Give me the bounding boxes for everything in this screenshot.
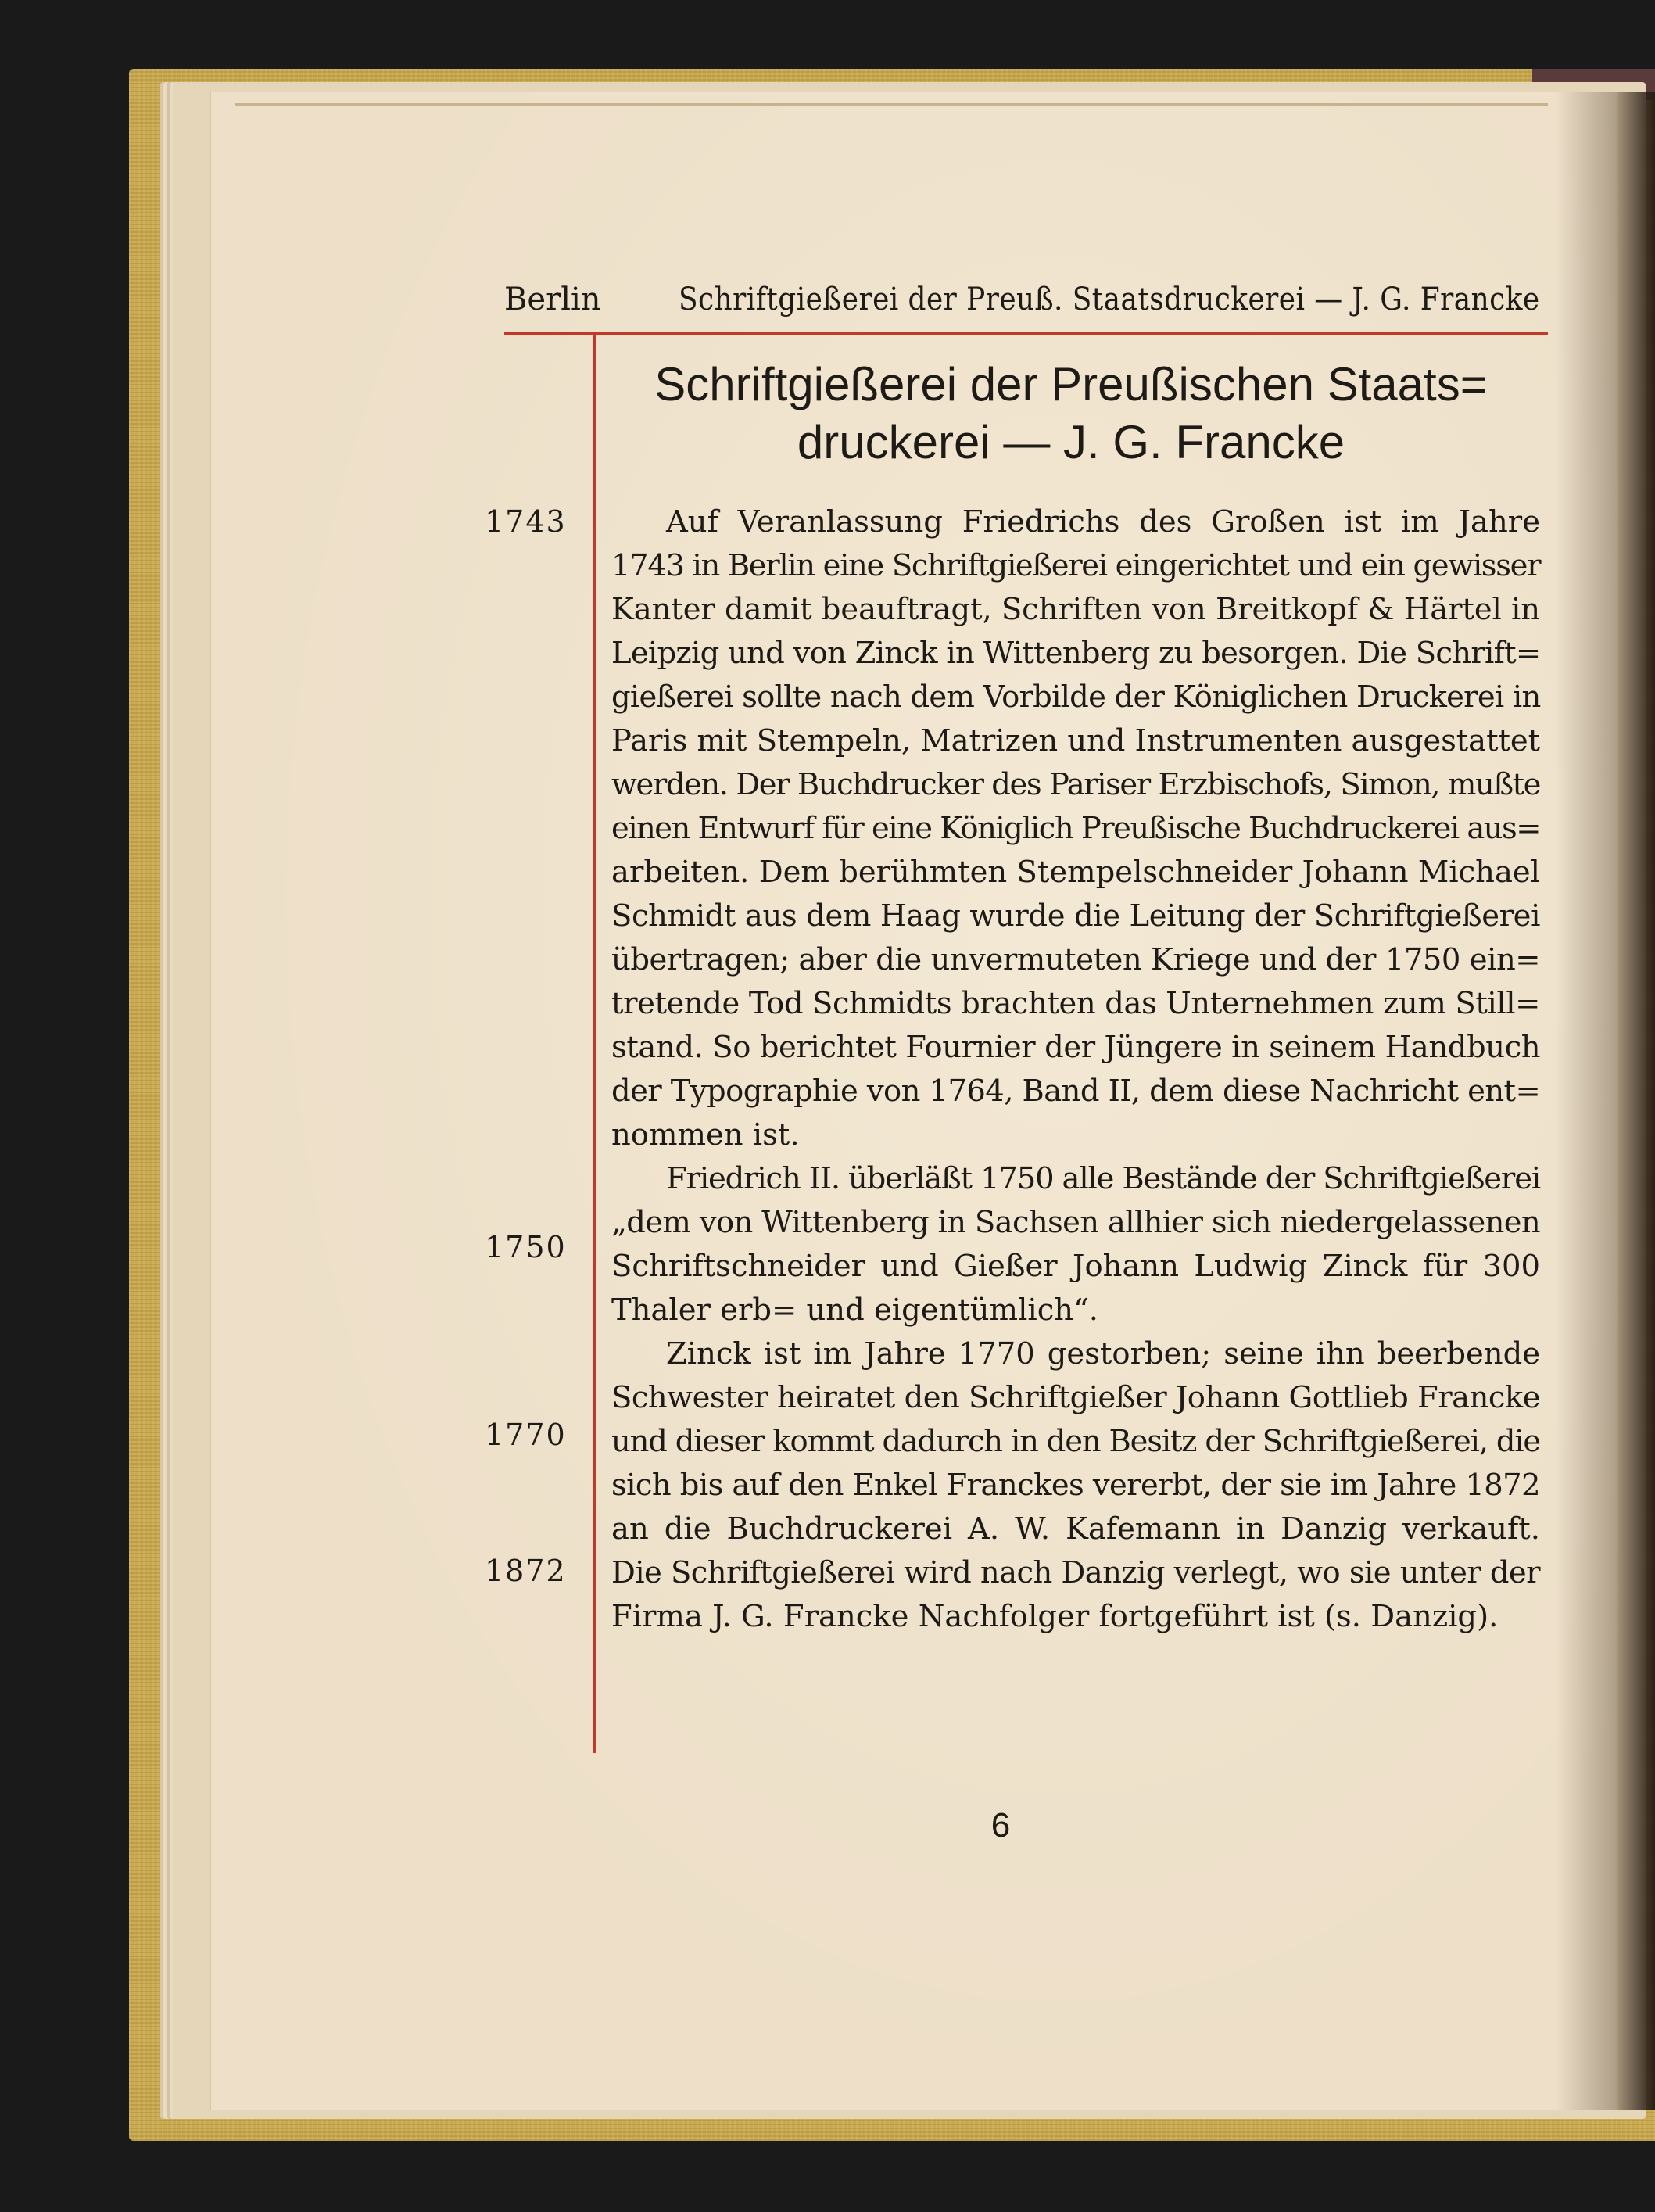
text-line: werden. Der Buchdrucker des Pariser Erzbischofs, Simon, mußte <box>611 767 1540 802</box>
text-line: und dieser kommt dadurch in den Besitz der Schriftgießerei, die <box>611 1424 1540 1459</box>
text-line: nommen ist. <box>611 1117 800 1153</box>
text-line: „dem von Wittenberg in Sachsen allhier sich niedergelassenen <box>611 1205 1541 1240</box>
text-line: Leipzig und von Zinck in Wittenberg zu besorgen. Die Schrift= <box>611 636 1541 671</box>
text-line: sich bis auf den Enkel Franckes vererbt, der sie im Jahre 1872 <box>611 1468 1540 1503</box>
margin-year: 1743 <box>485 504 567 539</box>
text-line: arbeiten. Dem berühmten Stempelschneider Johann Michael <box>611 855 1540 890</box>
paragraph <box>611 1332 1540 1639</box>
header-rule <box>504 332 1548 335</box>
text-line: Schmidt aus dem Haag wurde die Leitung der Schriftgießerei <box>611 898 1540 934</box>
page-top-edge <box>235 103 1548 106</box>
margin-year: 1750 <box>485 1230 567 1264</box>
margin-rule <box>593 335 596 1753</box>
text-line: tretende Tod Schmidts brachten das Unternehmen zum Still= <box>611 986 1540 1021</box>
text-line: einen Entwurf für eine Königlich Preußische Buchdruckerei aus= <box>611 811 1540 846</box>
paragraph <box>611 1157 1540 1332</box>
text-line: Schwester heiratet den Schriftgießer Johann Gottlieb Francke <box>611 1380 1540 1415</box>
running-head-title: Schriftgießerei der Preuß. Staatsdruckerei — J. G. Francke <box>679 281 1540 317</box>
paragraph <box>611 500 1540 1157</box>
margin-year: 1770 <box>485 1418 567 1452</box>
running-head-location: Berlin <box>504 281 601 317</box>
text-line: Friedrich II. überläßt 1750 alle Bestände der Schriftgießerei <box>666 1161 1540 1196</box>
body-text <box>611 500 1540 1639</box>
text-line: übertragen; aber die unvermuteten Kriege und der 1750 ein= <box>611 942 1541 977</box>
margin-year: 1872 <box>485 1554 567 1588</box>
text-line: Kanter damit beauftragt, Schriften von Breitkopf & Härtel in <box>611 592 1540 627</box>
text-line: an die Buchdruckerei A. W. Kafemann in Danzig verkauft. <box>611 1511 1540 1547</box>
section-title-line-2: druckerei — J. G. Francke <box>797 416 1345 468</box>
text-line: Paris mit Stempeln, Matrizen und Instrumenten ausgestattet <box>611 723 1540 758</box>
text-line: Auf Veranlassung Friedrichs des Großen ist im Jahre <box>666 504 1540 540</box>
section-title-line-1: Schriftgießerei der Preußischen Staats= <box>654 358 1488 410</box>
text-line: der Typographie von 1764, Band II, dem diese Nachricht ent= <box>611 1074 1541 1109</box>
text-line: 1743 in Berlin eine Schriftgießerei eingerichtet und ein gewisser <box>611 548 1541 583</box>
text-line: stand. So berichtet Fournier der Jüngere in seinem Handbuch <box>611 1030 1541 1065</box>
text-line: Firma J. G. Francke Nachfolger fortgeführt ist (s. Danzig). <box>611 1599 1499 1634</box>
page-number: 6 <box>990 1806 1011 1845</box>
gutter-shadow <box>1556 92 1655 2110</box>
text-line: gießerei sollte nach dem Vorbilde der Königlichen Druckerei in <box>611 679 1541 715</box>
text-line: Die Schriftgießerei wird nach Danzig verlegt, wo sie unter der <box>611 1555 1540 1590</box>
text-line: Schriftschneider und Gießer Johann Ludwig Zinck für 300 <box>611 1249 1540 1284</box>
section-title <box>602 356 1540 471</box>
text-line: Thaler erb= und eigentümlich“. <box>611 1292 1098 1328</box>
text-line: Zinck ist im Jahre 1770 gestorben; seine ihn beerbende <box>666 1336 1540 1371</box>
